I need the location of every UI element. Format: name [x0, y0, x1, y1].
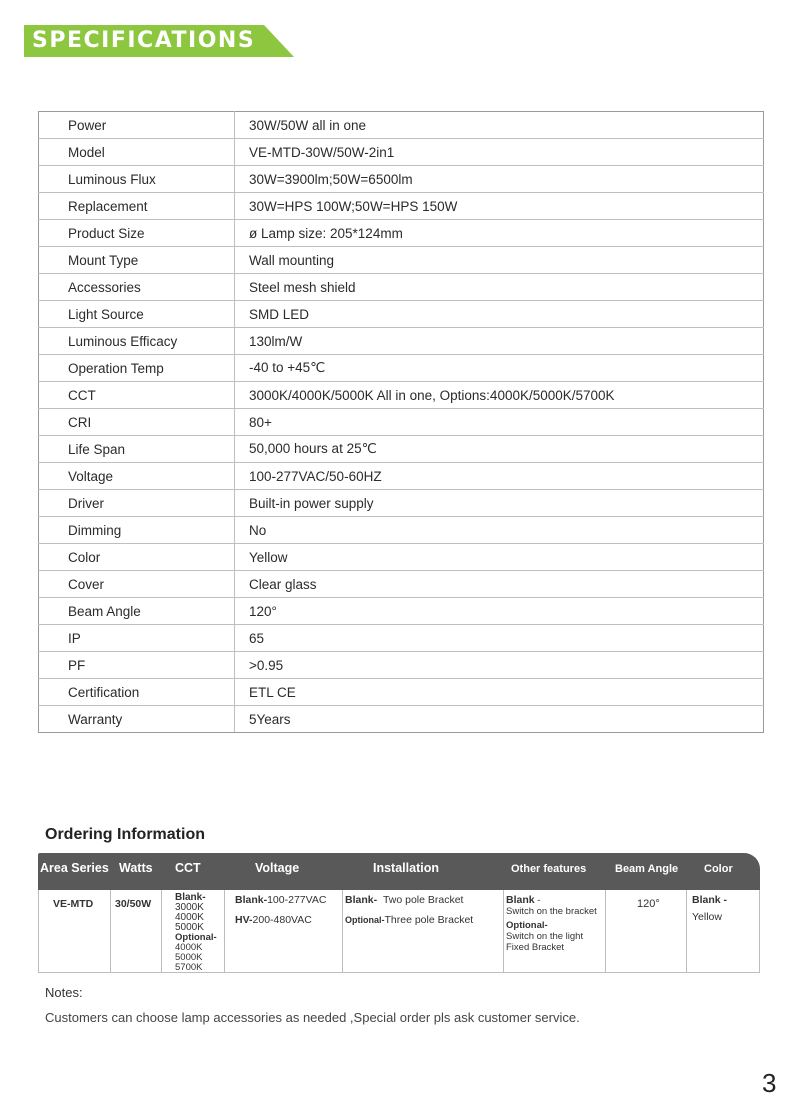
other-optional-key: Optional-: [506, 919, 548, 931]
notes-title: Notes:: [45, 985, 83, 1000]
column-divider: [342, 890, 343, 972]
order-install-blank: Blank- Two pole Bracket: [345, 894, 464, 906]
specifications-table: [38, 111, 764, 733]
spec-value: Clear glass: [235, 571, 764, 598]
cct-optional-4000k: 4000K: [175, 942, 203, 953]
spec-row: [39, 355, 764, 382]
spec-value: 65: [235, 625, 764, 652]
spec-row: [39, 328, 764, 355]
spec-label: Light Source: [39, 301, 235, 328]
spec-row: [39, 625, 764, 652]
header-beam-angle: Beam Angle: [615, 863, 679, 875]
spec-label: Life Span: [39, 436, 235, 463]
spec-value: -40 to +45℃: [235, 355, 764, 382]
spec-row: [39, 409, 764, 436]
cct-blank-4000k: 4000K: [175, 912, 204, 923]
cct-blank-key: Blank-: [175, 892, 206, 903]
spec-value: ø Lamp size: 205*124mm: [235, 220, 764, 247]
spec-row: [39, 490, 764, 517]
spec-value: Built-in power supply: [235, 490, 764, 517]
spec-value: 50,000 hours at 25℃: [235, 436, 764, 463]
spec-value: 30W/50W all in one: [235, 112, 764, 139]
header-watts: Watts: [119, 861, 153, 875]
column-divider: [503, 890, 504, 972]
spec-value: >0.95: [235, 652, 764, 679]
spec-value: No: [235, 517, 764, 544]
spec-value: 30W=HPS 100W;50W=HPS 150W: [235, 193, 764, 220]
spec-row: [39, 193, 764, 220]
spec-label: Voltage: [39, 463, 235, 490]
spec-label: Operation Temp: [39, 355, 235, 382]
spec-value: 30W=3900lm;50W=6500lm: [235, 166, 764, 193]
spec-value: VE-MTD-30W/50W-2in1: [235, 139, 764, 166]
header-other-features: Other features: [511, 863, 587, 875]
color-blank-key: Blank -: [692, 894, 728, 906]
spec-label: CRI: [39, 409, 235, 436]
spec-value: 3000K/4000K/5000K All in one, Options:4000K/5000K/5700K: [235, 382, 764, 409]
spec-row: [39, 652, 764, 679]
spec-row: [39, 679, 764, 706]
page-title: SPECIFICATIONS: [32, 28, 256, 53]
cct-optional-key: Optional-: [175, 932, 217, 943]
spec-label: IP: [39, 625, 235, 652]
spec-label: Color: [39, 544, 235, 571]
spec-value: 120°: [235, 598, 764, 625]
spec-row: [39, 382, 764, 409]
spec-label: Mount Type: [39, 247, 235, 274]
spec-row: [39, 544, 764, 571]
spec-value: Yellow: [235, 544, 764, 571]
header-cct: CCT: [175, 861, 201, 875]
page-number: 3: [762, 1068, 777, 1098]
order-install-optional: Optional-Three pole Bracket: [345, 914, 474, 926]
column-divider: [605, 890, 606, 972]
column-divider: [224, 890, 225, 972]
header-color: Color: [704, 863, 733, 875]
spec-value: 100-277VAC/50-60HZ: [235, 463, 764, 490]
order-watts: 30/50W: [115, 898, 152, 910]
spec-value: Steel mesh shield: [235, 274, 764, 301]
spec-row: [39, 139, 764, 166]
spec-row: [39, 247, 764, 274]
spec-value: SMD LED: [235, 301, 764, 328]
spec-row: [39, 220, 764, 247]
cct-blank-5000k: 5000K: [175, 922, 204, 933]
order-color: [692, 894, 727, 923]
spec-label: Luminous Flux: [39, 166, 235, 193]
other-optional-line-2: Fixed Bracket: [506, 941, 565, 953]
spec-row: [39, 436, 764, 463]
spec-row: [39, 517, 764, 544]
cct-optional-5000k: 5000K: [175, 952, 203, 963]
header-voltage: Voltage: [255, 861, 300, 875]
spec-row: [39, 301, 764, 328]
order-cct: [175, 893, 217, 973]
header-area-series: Area Series: [40, 861, 109, 875]
cct-optional-5700k: 5700K: [175, 962, 203, 973]
spec-label: Product Size: [39, 220, 235, 247]
color-value: Yellow: [692, 911, 722, 924]
spec-label: Beam Angle: [39, 598, 235, 625]
spec-label: Power: [39, 112, 235, 139]
spec-label: PF: [39, 652, 235, 679]
spec-row: [39, 112, 764, 139]
spec-label: Certification: [39, 679, 235, 706]
ordering-row: [38, 890, 760, 973]
spec-row: [39, 598, 764, 625]
spec-row: [39, 274, 764, 301]
ordering-table: [38, 853, 760, 973]
spec-value: 130lm/W: [235, 328, 764, 355]
column-divider: [161, 890, 162, 972]
spec-value: 80+: [235, 409, 764, 436]
order-voltage-blank: Blank-100-277VAC: [235, 894, 327, 906]
spec-label: Cover: [39, 571, 235, 598]
header-installation: Installation: [373, 861, 439, 875]
notes-text: Customers can choose lamp accessories as needed ,Special order pls ask customer service.: [45, 1010, 580, 1025]
order-voltage-hv: HV-200-480VAC: [235, 914, 312, 926]
spec-row: [39, 166, 764, 193]
spec-value: ETL CE: [235, 679, 764, 706]
other-optional-line-1: Switch on the light: [506, 930, 584, 942]
spec-row: [39, 463, 764, 490]
spec-label: Model: [39, 139, 235, 166]
spec-label: Warranty: [39, 706, 235, 733]
order-beam-angle: 120°: [637, 898, 660, 910]
spec-label: Replacement: [39, 193, 235, 220]
specifications-banner: [24, 25, 294, 57]
ordering-title: Ordering Information: [45, 826, 205, 843]
spec-label: CCT: [39, 382, 235, 409]
spec-label: Luminous Efficacy: [39, 328, 235, 355]
column-divider: [686, 890, 687, 972]
spec-label: Dimming: [39, 517, 235, 544]
spec-label: Accessories: [39, 274, 235, 301]
spec-value: 5Years: [235, 706, 764, 733]
spec-row: [39, 706, 764, 733]
order-other-features: Blank - Switch on the bracket Optional- Switch on the light Fixed Bracket: [506, 894, 597, 953]
spec-label: Driver: [39, 490, 235, 517]
order-area-series: VE-MTD: [53, 898, 94, 910]
spec-value: Wall mounting: [235, 247, 764, 274]
column-divider: [110, 890, 111, 972]
cct-blank-3000k: 3000K: [175, 902, 204, 913]
spec-row: [39, 571, 764, 598]
ordering-header-row: [38, 853, 760, 890]
other-blank-value: Switch on the bracket: [506, 905, 597, 917]
